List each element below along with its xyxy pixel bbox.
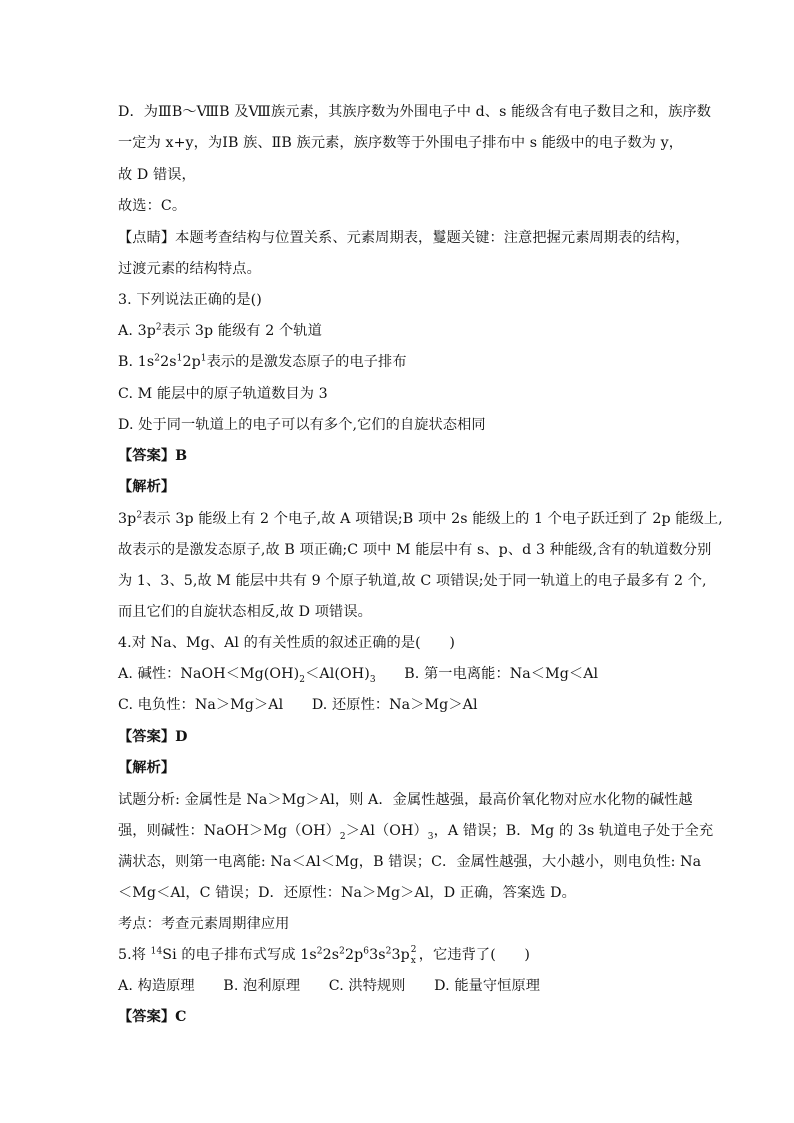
q3-a-sup: 2 xyxy=(155,322,162,333)
q5-stack-top: 2 xyxy=(410,945,417,955)
q2-option-d-line-2: 一定为 x+y，为ⅠB 族、ⅡB 族元素，族序数等于外围电子排布中 s 能级中的电子数为 y， xyxy=(118,135,684,151)
q5-part-1: 5.将 xyxy=(118,947,151,963)
q3-a-post: 表示 3p 能级有 2 个轨道 xyxy=(161,323,322,339)
q3-exp-post: 表示 3p 能级上有 2 个电子,故 A 项错误;B 项中 2s 能级上的 1 个电子跃迁到了 2p 能级上, xyxy=(142,511,723,527)
q5-part-4: 2p xyxy=(344,947,364,963)
q4-explanation-line-1: 试题分析: 金属性是 Na＞Mg＞Al，则 A．金属性越强，最高价氧化物对应水化物的碱性越 xyxy=(118,792,693,808)
q4-options-ab xyxy=(118,664,688,684)
q4-ab-part-2: ＜Al(OH) xyxy=(305,666,370,682)
q4-answer: 【答案】D xyxy=(118,729,188,745)
q5-answer: 【答案】C xyxy=(118,1009,187,1025)
q4-key-point: 考点：考查元素周期律应用 xyxy=(118,916,290,932)
q2-option-d-line-1: D．为ⅢB～ⅧB 及Ⅷ族元素，其族序数为外围电子中 d、s 能级含有电子数目之和，族序数 xyxy=(118,104,712,120)
q4-analysis-label: 【解析】 xyxy=(118,760,176,776)
q4-exp-sub-1: 2 xyxy=(339,831,346,842)
q4-exp-part-2: ＞Al（OH） xyxy=(345,823,428,839)
q4-explanation-line-4: ＜Mg＜Al，C 错误；D．还原性：Na＞Mg＞Al，D 正确，答案选 D。 xyxy=(118,885,576,901)
q5-stack-bottom: x xyxy=(410,956,416,966)
q4-exp-part-1: 强，则碱性：NaOH＞Mg（OH） xyxy=(118,823,340,839)
q3-option-b xyxy=(118,352,688,372)
q3-a-pre: A. 3p xyxy=(118,323,156,339)
q5-part-5: 3s xyxy=(369,947,386,963)
q4-stem: 4.对 Na、Mg、Al 的有关性质的叙述正确的是( ) xyxy=(118,635,455,651)
q5-stem xyxy=(118,945,688,965)
q4-exp-part-3: ，A 错误；B．Mg 的 3s 轨道电子处于全充 xyxy=(433,823,714,839)
q4-ab-part-1: A. 碱性：NaOH＜Mg(OH) xyxy=(118,666,300,682)
q3-b-sup-3: 1 xyxy=(200,353,207,364)
q3-explanation-line-2: 故表示的是激发态原子,故 B 项正确;C 项中 M 能层中有 s、p、d 3 种能级,含有的轨道数分别 xyxy=(118,542,712,558)
q3-explanation-line-3: 为 1、3、5,故 M 能层中共有 9 个原子轨道,故 C 项错误;处于同一轨道上的电子最多有 2 个, xyxy=(118,573,707,589)
q5-mass-number: 14 xyxy=(150,946,163,957)
q4-options-cd: C. 电负性：Na＞Mg＞Al D. 还原性：Na＞Mg＞Al xyxy=(118,697,478,713)
q5-sup-2: 2 xyxy=(316,946,323,957)
q5-sup-5: 2 xyxy=(385,946,392,957)
q3-analysis-label: 【解析】 xyxy=(118,479,176,495)
q3-explanation-line-1 xyxy=(118,509,723,529)
q5-orbital-stack xyxy=(410,945,419,966)
q2-option-d-line-3: 故 D 错误， xyxy=(118,167,196,183)
q5-options: A. 构造原理 B. 泡利原理 C. 洪特规则 D. 能量守恒原理 xyxy=(118,978,541,994)
q3-explanation-line-4: 而且它们的自旋状态相反,故 D 项错误。 xyxy=(118,604,372,620)
q3-option-c: C. M 能层中的原子轨道数目为 3 xyxy=(118,386,328,402)
q4-ab-sub-2: 3 xyxy=(369,674,376,685)
q5-sup-4: 6 xyxy=(363,946,370,957)
q5-part-3: 2s xyxy=(322,947,340,963)
q3-exp-sup: 2 xyxy=(136,510,143,521)
q3-b-sup-1: 2 xyxy=(154,353,161,364)
q3-option-a xyxy=(118,321,688,341)
q5-part-2: Si 的电子排布式写成 1s xyxy=(162,947,317,963)
q4-ab-sub-1: 2 xyxy=(299,674,306,685)
q2-choice: 故选：C。 xyxy=(118,198,187,214)
q2-comment-line-1: 【点睛】本题考查结构与位置关系、元素周期表，鬘题关键：注意把握元素周期表的结构， xyxy=(118,230,690,246)
q3-answer: 【答案】B xyxy=(118,448,188,464)
q2-comment-line-2: 过渡元素的结构特点。 xyxy=(118,261,261,277)
q4-exp-sub-2: 3 xyxy=(427,831,434,842)
q5-sup-3: 2 xyxy=(339,946,345,957)
q3-b-mid-1: 2s xyxy=(160,354,177,370)
q5-part-7: ，它违背了( ) xyxy=(418,947,531,963)
q5-part-6: 3p xyxy=(391,947,410,963)
q3-b-sup-2: 1 xyxy=(176,353,183,364)
q3-stem: 3. 下列说法正确的是() xyxy=(118,292,262,308)
q3-b-post: 表示的是激发态原子的电子排布 xyxy=(206,354,407,370)
q3-b-mid-2: 2p xyxy=(182,354,201,370)
q4-explanation-line-2 xyxy=(118,821,714,842)
q3-b-pre: B. 1s xyxy=(118,354,155,370)
q4-explanation-line-3: 满状态，则第一电离能: Na＜Al＜Mg，B 错误；C．金属性越强，大小越小，则电负性: Na xyxy=(118,854,702,870)
q3-option-d: D. 处于同一轨道上的电子可以有多个,它们的自旋状态相同 xyxy=(118,417,486,433)
q3-exp-pre: 3p xyxy=(118,511,137,527)
q4-ab-part-3: B. 第一电离能：Na＜Mg＜Al xyxy=(375,666,599,682)
